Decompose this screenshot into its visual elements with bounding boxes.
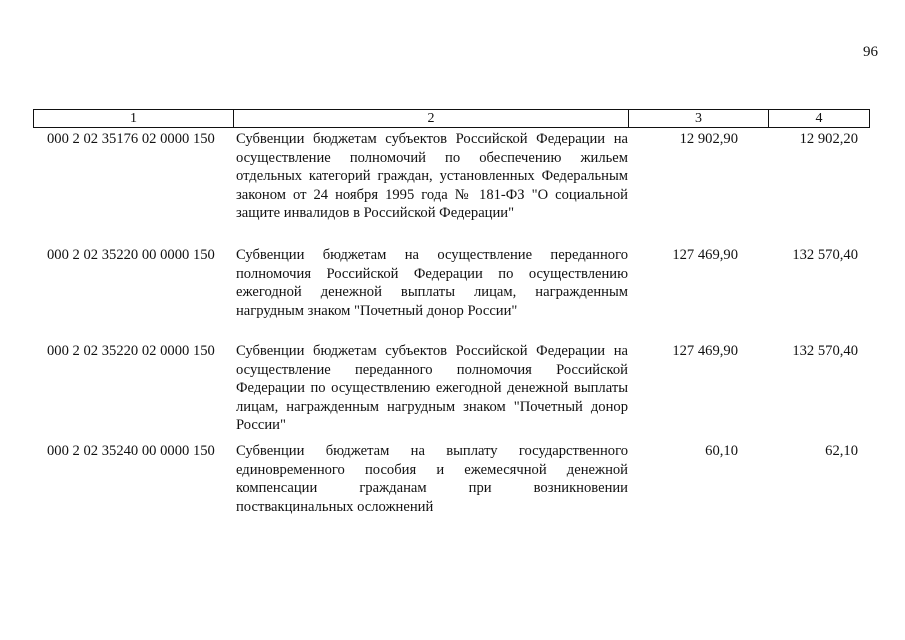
header-col-1: 1 bbox=[33, 109, 234, 128]
page-number: 96 bbox=[863, 44, 878, 60]
row-description: Субвенции бюджетам субъектов Российской Федерации на осуществление переданного полномочия Российской Федерации по осуществлению ежегодной денежной выплаты лицам, награжденным нагрудным знаком "Почетный донор России" bbox=[236, 343, 628, 433]
row-description: Субвенции бюджетам субъектов Российской Федерации на осуществление полномочий по обеспечению жильем отдельных категорий граждан, установленных Федеральным законом от 24 ноября 1995 года № 181-ФЗ "О социальной защите инвалидов в Российской Федерации" bbox=[236, 131, 628, 221]
row-col3-value: 12 902,90 bbox=[679, 131, 738, 147]
row-col3-value: 127 469,90 bbox=[672, 343, 738, 359]
row-col3-value: 60,10 bbox=[705, 443, 738, 459]
row-code: 000 2 02 35176 02 0000 150 bbox=[47, 131, 215, 147]
header-col-3: 3 bbox=[629, 109, 769, 128]
row-code: 000 2 02 35220 00 0000 150 bbox=[47, 247, 215, 263]
row-col4-value: 132 570,40 bbox=[792, 247, 858, 263]
header-col-4: 4 bbox=[769, 109, 870, 128]
row-col4-value: 62,10 bbox=[825, 443, 858, 459]
row-col3-value: 127 469,90 bbox=[672, 247, 738, 263]
row-code: 000 2 02 35240 00 0000 150 bbox=[47, 443, 215, 459]
row-code: 000 2 02 35220 02 0000 150 bbox=[47, 343, 215, 359]
row-description: Субвенции бюджетам на осуществление переданного полномочия Российской Федерации по осуществлению ежегодной денежной выплаты лицам, награжденным нагрудным знаком "Почетный донор России" bbox=[236, 247, 628, 319]
row-col4-value: 132 570,40 bbox=[792, 343, 858, 359]
row-description: Субвенции бюджетам на выплату государственного единовременного пособия и ежемесячной денежной компенсации гражданам при возникновении поствакцинальных осложнений bbox=[236, 443, 628, 515]
table-header bbox=[33, 109, 870, 128]
header-col-2: 2 bbox=[234, 109, 629, 128]
row-col4-value: 12 902,20 bbox=[799, 131, 858, 147]
